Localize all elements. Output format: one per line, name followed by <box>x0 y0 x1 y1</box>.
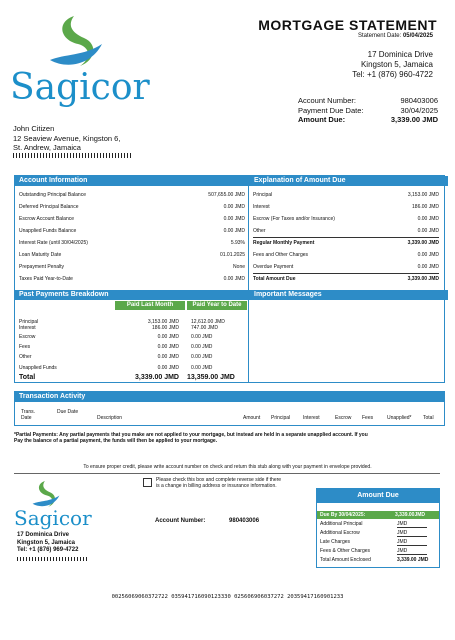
transaction-col-escrow: Escrow <box>335 415 352 421</box>
stub-account-number <box>155 518 259 525</box>
account-info-value: 0.00 JMD <box>223 276 245 282</box>
transaction-col-total: Total <box>423 415 434 421</box>
statement-title: MORTGAGE STATEMENT <box>258 17 437 33</box>
account-info-table <box>19 192 245 292</box>
past-payment-last-month: 0.00 JMD <box>157 334 179 340</box>
sagicor-leaf-icon <box>46 14 106 72</box>
account-info-value: 5.93% <box>230 240 245 246</box>
stub-row-label: Additional Principal <box>320 521 363 527</box>
explanation-title: Explanation of Amount Due <box>254 177 346 184</box>
past-payment-label: Interest <box>19 325 36 331</box>
customer-address-line2: St. Andrew, Jamaica <box>13 143 81 152</box>
account-info-label: Outstanding Principal Balance <box>19 192 86 198</box>
past-payment-label: Other <box>19 354 32 360</box>
stub-row-label: Fees & Other Charges <box>320 548 371 554</box>
past-payment-total-last-month: 3,339.00 JMD <box>135 374 179 381</box>
explanation-label: Escrow (For Taxes and/or Insurance) <box>253 216 335 222</box>
explanation-value: 3,339.00 JMD <box>407 276 439 282</box>
past-payment-last-month: 186.00 JMD <box>152 325 179 331</box>
past-payments-table <box>19 319 245 381</box>
past-payments-header <box>15 290 252 300</box>
partial-payments-note <box>14 432 449 444</box>
stub-row-field[interactable]: JMD <box>397 539 427 546</box>
important-messages-title: Important Messages <box>254 291 322 298</box>
past-payment-label: Fees <box>19 344 31 350</box>
stub-due-by-row <box>317 511 439 519</box>
explanation-label: Regular Monthly Payment <box>253 240 315 246</box>
stub-address-line2: Kingston 5, Jamaica <box>17 539 76 546</box>
postal-barcode <box>13 153 133 158</box>
transaction-col-unapplied: Unapplied* <box>387 415 412 421</box>
past-payment-last-month: 0.00 JMD <box>157 354 179 360</box>
account-info-label: Interest Rate (until 30/04/2025) <box>19 240 88 246</box>
stub-row-field[interactable]: JMD <box>397 521 427 528</box>
stub-logo-text: Sagicor <box>14 506 92 530</box>
stub-row-label: Late Charges <box>320 539 351 545</box>
explanation-value: 3,339.00 JMD <box>407 240 439 246</box>
stub-row-field[interactable]: JMD <box>397 548 427 555</box>
explanation-label: Principal <box>253 192 273 198</box>
explanation-value: 0.00 JMD <box>417 228 439 234</box>
account-info-value: 0.00 JMD <box>223 216 245 222</box>
explanation-label: Fees and Other Charges <box>253 252 309 258</box>
explanation-value: 0.00 JMD <box>417 252 439 258</box>
account-info-label: Deferred Principal Balance <box>19 204 79 210</box>
stub-amount-due-header: Amount Due <box>317 489 439 503</box>
transaction-activity-title: Transaction Activity <box>19 393 86 400</box>
stub-tel: Tel: +1 (876) 969-4722 <box>17 547 79 553</box>
past-payments-title: Past Payments Breakdown <box>19 291 109 298</box>
company-address <box>352 50 433 80</box>
account-info-label: Escrow Account Balance <box>19 216 75 222</box>
explanation-label: Interest <box>253 204 270 210</box>
account-number-label: Account Number: <box>298 96 356 105</box>
logo-text: Sagicor <box>10 67 150 108</box>
past-payment-ytd: 0.00 JMD <box>191 365 213 371</box>
company-address-line1: 17 Dominica Drive <box>367 50 433 59</box>
stub-amount-due-box <box>316 488 440 568</box>
account-info-label: Unapplied Funds Balance <box>19 228 77 234</box>
stub-postal-barcode <box>17 557 87 561</box>
account-number-value: 980403006 <box>400 96 438 105</box>
address-change-note <box>156 477 281 489</box>
amount-due-label: Amount Due: <box>298 115 346 124</box>
address-change-checkbox[interactable] <box>143 478 152 487</box>
address-change-line1: Please check this box and complete reverse side if there <box>156 477 282 483</box>
customer-address-line1: 12 Seaview Avenue, Kingston 6, <box>13 133 121 143</box>
important-messages-header <box>250 290 448 300</box>
account-info-label: Loan Maturity Date <box>19 252 62 258</box>
explanation-label: Total Amount Due <box>253 276 296 282</box>
account-summary <box>298 96 438 125</box>
account-info-value: 01.01.2025 <box>219 252 245 258</box>
explanation-value: 186.00 JMD <box>412 204 439 210</box>
explanation-header <box>250 176 448 186</box>
stub-row-label: Total Amount Enclosed <box>320 557 371 563</box>
past-payment-ytd: 0.00 JMD <box>191 354 213 360</box>
payment-due-date-value: 30/04/2025 <box>400 105 438 115</box>
stub-total-enclosed[interactable]: 3,339.00 JMD <box>397 557 429 563</box>
stub-address-line1: 17 Dominica Drive <box>17 532 70 538</box>
stub-row-label: Additional Escrow <box>320 530 360 536</box>
amount-due-value: 3,339.00 JMD <box>390 115 438 124</box>
customer-address <box>13 124 120 153</box>
company-address-line2: Kingston 5, Jamaica <box>360 60 433 69</box>
statement-details-panel <box>14 175 445 383</box>
statement-date-label: Statement Date: <box>357 33 402 39</box>
transaction-activity-header <box>15 392 444 402</box>
transaction-col-trans-date: Trans. Date <box>21 409 35 421</box>
micr-line: 00256069060372722 035941716090123330 025606906037272 20359417160901233 <box>111 594 344 600</box>
past-payment-ytd: 0.00 JMD <box>191 344 213 350</box>
partial-note-line1: *Partial Payments: Any partial payments that you make are not applied to your mortgage, but instead are held in a separate unapplied account. If you <box>14 432 368 438</box>
stub-account-number-value: 980403006 <box>229 518 260 524</box>
account-info-title: Account Information <box>19 177 88 184</box>
paid-year-to-date-header: Paid Year to Date <box>187 301 247 310</box>
customer-name: John Citizen <box>13 124 55 133</box>
payment-due-date-label: Payment Due Date: <box>298 105 364 115</box>
partial-note-line2: Pay the balance of a partial payment, the funds will then be applied to your mortgage. <box>14 438 218 444</box>
stub-sagicor-logo <box>14 480 92 532</box>
explanation-table <box>253 192 439 292</box>
past-payment-label: Principal <box>19 319 39 325</box>
account-info-value: 0.00 JMD <box>223 204 245 210</box>
paid-last-month-header: Paid Last Month <box>115 301 185 310</box>
account-info-value: 0.00 JMD <box>223 228 245 234</box>
stub-due-by-value: 3,339.00JMD <box>395 512 426 518</box>
past-payment-last-month: 0.00 JMD <box>157 365 179 371</box>
sagicor-logo <box>10 14 150 109</box>
company-tel: Tel: +1 (876) 960-4722 <box>352 70 433 79</box>
past-payment-ytd: 0.00 JMD <box>191 334 213 340</box>
stub-row-field[interactable]: JMD <box>397 530 427 537</box>
past-payment-total-label: Total <box>19 374 36 381</box>
account-info-value: None <box>233 264 245 270</box>
account-info-header <box>15 176 252 186</box>
explanation-value: 0.00 JMD <box>417 264 439 270</box>
transaction-col-principal: Principal <box>271 415 291 421</box>
past-payment-label: Escrow <box>19 334 36 340</box>
stub-account-number-label: Account Number: <box>155 518 206 524</box>
stub-company-address <box>17 532 78 555</box>
explanation-value: 3,153.00 JMD <box>407 192 439 198</box>
transaction-col-due-date: Due Date <box>57 409 79 415</box>
past-payment-ytd: 747.00 JMD <box>191 325 218 331</box>
statement-date <box>358 33 433 40</box>
statement-date-value: 05/04/2025 <box>402 33 433 39</box>
account-info-label: Prepayment Penalty <box>19 264 65 270</box>
account-info-value: 507,655.00 JMD <box>208 192 245 198</box>
past-payment-last-month: 0.00 JMD <box>157 344 179 350</box>
explanation-value: 0.00 JMD <box>417 216 439 222</box>
past-payment-ytd: 12,612.00 JMD <box>191 319 225 325</box>
transaction-col-interest: Interest <box>303 415 320 421</box>
explanation-label: Overdue Payment <box>253 264 294 270</box>
past-payment-last-month: 3,153.00 JMD <box>147 319 179 325</box>
account-info-label: Taxes Paid Year-to-Date <box>19 276 73 282</box>
transaction-activity-panel <box>14 391 445 426</box>
transaction-col-description: Description <box>97 415 123 421</box>
stub-divider <box>14 473 440 474</box>
stub-due-by-label: Due By 30/04/2025: <box>320 512 366 518</box>
stub-instruction: To ensure proper credit, please write account number on check and return this stub along with your payment in envelope provided. <box>83 464 372 470</box>
past-payment-label: Unapplied Funds <box>19 365 57 371</box>
address-change-line2: is a change in billing address or insurance information. <box>156 483 277 489</box>
transaction-col-amount: Amount <box>243 415 261 421</box>
past-payment-total-ytd: 13,359.00 JMD <box>187 374 235 381</box>
explanation-label: Other <box>253 228 266 234</box>
transaction-col-fees: Fees <box>362 415 374 421</box>
